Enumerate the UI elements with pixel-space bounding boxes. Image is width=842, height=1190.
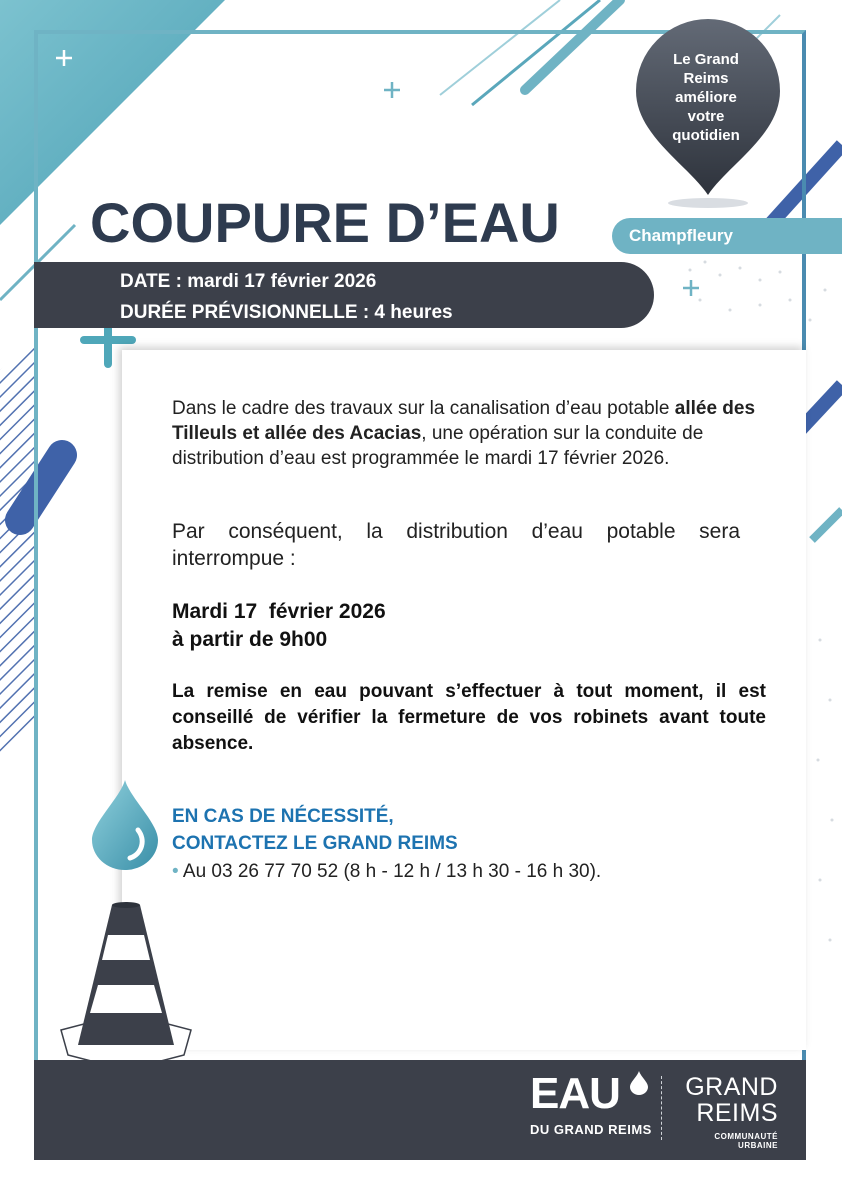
duration-line: DURÉE PRÉVISIONNELLE : 4 heures <box>120 302 453 323</box>
traffic-cone-icon <box>56 895 196 1075</box>
slogan-line: Reims <box>683 70 729 87</box>
interruption-time <box>172 598 386 654</box>
slogan-line: quotidien <box>672 127 740 144</box>
slogan-line: améliore <box>675 89 737 106</box>
water-drop-icon <box>90 778 160 870</box>
contact-heading <box>172 803 458 857</box>
interruption-start: à partir de 9h00 <box>172 628 328 651</box>
bullet-icon: • <box>172 861 179 882</box>
grand-reims-logo <box>672 1074 778 1150</box>
date-banner <box>34 262 654 328</box>
gr-logo-subtitle: COMMUNAUTÉ URBAINE <box>714 1132 778 1150</box>
eau-logo-subtitle: DU GRAND REIMS <box>530 1122 652 1137</box>
slogan-line: votre <box>687 108 725 125</box>
slogan-line: Le Grand <box>673 51 739 68</box>
intro-paragraph <box>172 396 768 471</box>
date-line: DATE : mardi 17 février 2026 <box>120 271 377 292</box>
intro-street-names: allée des Tilleuls et allée des Acacias <box>172 398 756 444</box>
phone-text: Au 03 26 77 70 52 (8 h - 12 h / 13 h 30 - 16 h 30). <box>182 861 602 882</box>
logo-drop-icon <box>628 1070 650 1096</box>
interruption-date: Mardi 17 février 2026 <box>172 600 386 623</box>
location-label: Champfleury <box>612 218 842 254</box>
gr-logo-line-2: REIMS <box>696 1099 778 1127</box>
contact-line-1: EN CAS DE NÉCESSITÉ, <box>172 806 394 827</box>
gr-logo-line-1: GRAND <box>685 1073 778 1101</box>
advice-paragraph: La remise en eau pouvant s’effectuer à tout moment, il est conseillé de vérifier la fermeture de vos robinets avant toute absence. <box>172 681 766 754</box>
intro-start: Dans le cadre des travaux sur la canalisation d’eau potable <box>172 398 675 419</box>
slogan-badge <box>648 50 764 145</box>
contact-line-2: CONTACTEZ LE GRAND REIMS <box>172 833 458 854</box>
page-title: COUPURE D’EAU <box>90 191 560 254</box>
logo-divider <box>661 1076 662 1140</box>
consequence-paragraph: Par conséquent, la distribution d’eau potable sera interrompue : <box>172 520 740 570</box>
contact-phone <box>172 861 601 883</box>
eau-logo-text: EAU <box>530 1069 620 1118</box>
intro-end: , une opération sur la conduite de distribution d’eau est programmée le mardi 17 février 2026. <box>172 423 704 469</box>
